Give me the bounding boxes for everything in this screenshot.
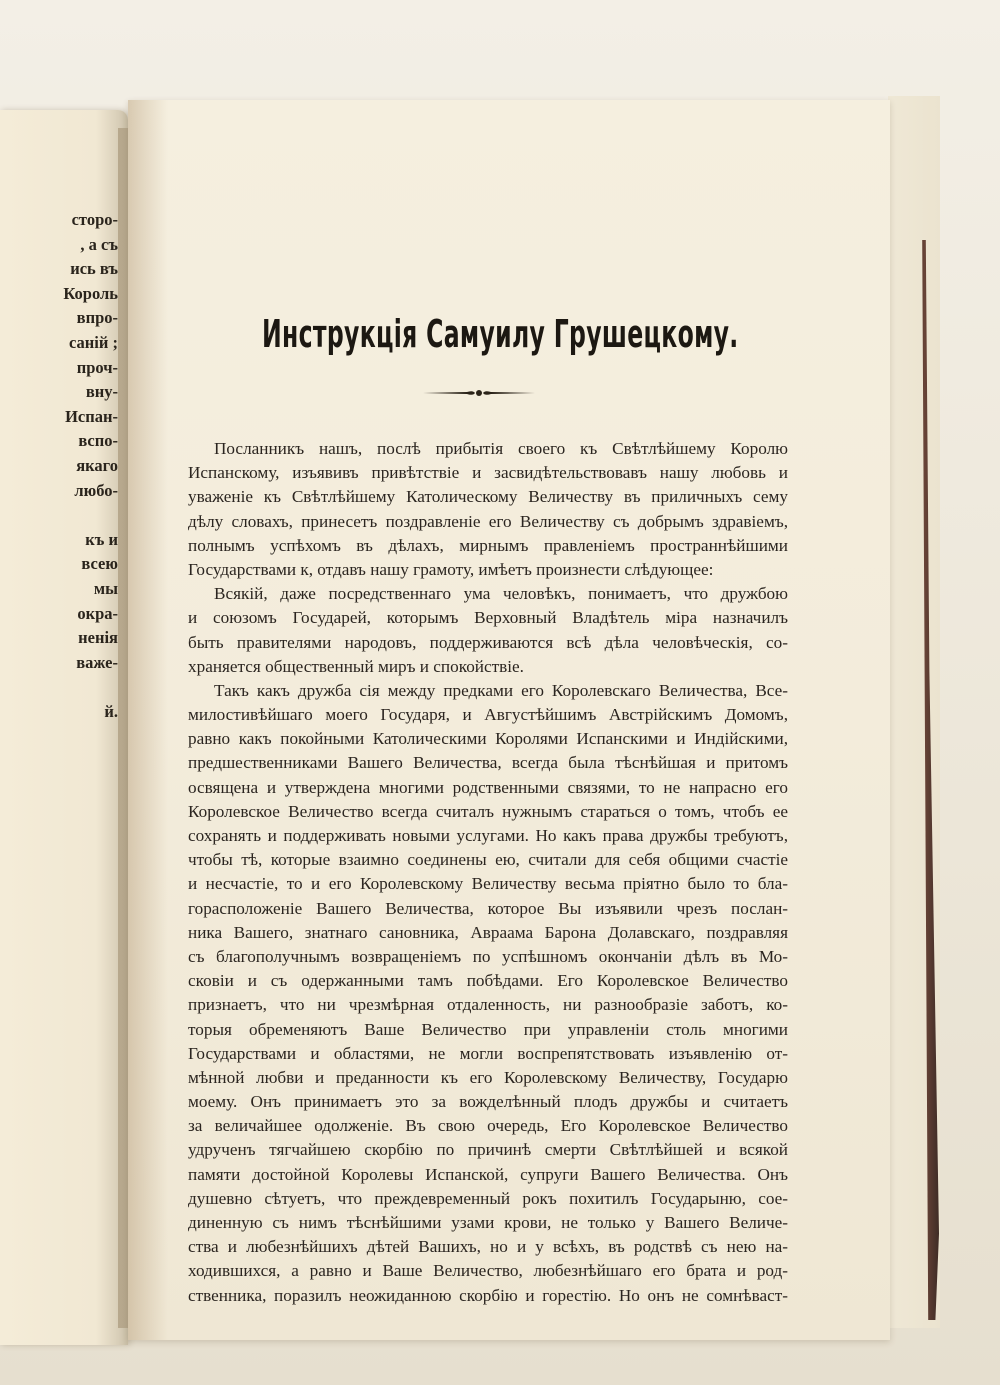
left-page-line: сторо- [71,210,118,229]
text-line: ника Вашего, знатнаго сановника, Авраама Барона Долавскаго, поздравляя [188,922,788,942]
left-page-line: вспо- [78,431,118,451]
left-page-line: саній ; [69,332,118,352]
text-line: быть правителями народовъ, поддерживаются всѣ дѣла человѣческія, со- [188,632,788,652]
left-page-line: къ и [85,529,118,549]
text-line: горасположеніе Вашего Величества, которое Вы изъявили чрезъ послан- [188,898,788,918]
body-text [188,437,788,1308]
left-page-line: важе- [76,652,118,672]
left-page-line: ненія [78,628,118,648]
left-page-line: якаго [76,455,118,475]
text-line: полнымъ успѣхомъ въ дѣлахъ, мирнымъ правленіемъ пространнѣйшими [188,535,788,555]
text-line: диненную съ нимъ тѣснѣйшими узами крови, не только у Вашего Величе- [188,1213,788,1232]
text-line: Такъ какъ дружба сія между предками его Королевскаго Величества, Все- [214,680,788,700]
left-page-line [0,675,118,700]
text-line: Всякій, даже посредственнаго ума человѣкъ, понимаетъ, что дружбою [214,584,788,604]
ornament-divider-icon [423,388,535,398]
text-line: милостивѣйшаго моего Государя, и Августѣйшимъ Австрійскимъ Домомъ, [188,705,788,725]
text-line: Государствами к, отдавъ нашу грамоту, имѣетъ произнести слѣдующее: [188,559,714,579]
text-line: за величайшее одолженіе. Въ свою очередь, Его Королевское Величество [188,1116,788,1136]
text-line: предшественниками Вашего Величества, всегда была тѣснѣйшая и притомъ [188,753,788,773]
left-page-line: Испан- [65,406,118,426]
text-line: съ благополучнымъ возвращеніемъ по успѣшномъ окончаніи дѣлъ въ Мо- [188,946,788,966]
text-line: равно какъ покойными Католическими Королями Испанскими и Индійскими, [188,729,788,749]
text-line: дѣлу словахъ, принесетъ поздравленіе его Величеству съ добрымъ здравіемъ, [188,511,788,531]
text-line: ходившихся, а равно и Ваше Величество, любезнѣйшаго его брата и род- [188,1261,788,1281]
left-page-line [0,503,118,528]
left-page-line: вну- [85,382,118,402]
text-line: ственника, поразилъ неожиданною скорбію и горестію. Но онъ не сомнѣваст- [188,1285,788,1305]
text-line: ства и любезнѣйшихъ дѣтей Вашихъ, но и у всѣхъ, въ родствѣ съ нею на- [188,1237,788,1257]
text-line: мѣнной любви и преданности къ его Королевскому Величеству, Государю [188,1067,788,1087]
text-line: удрученъ тягчайшею скорбію по причинѣ смерти Свѣтлѣйшей и всякой [188,1140,788,1160]
left-page-line: проч- [76,357,118,377]
text-line: и несчастіе, то и его Королевскому Величеству весьма пріятно было то бла- [188,874,788,894]
page-title: Инструкція Самуилу Грушецкому. [262,312,739,356]
text-line: сковіи и съ одержанными тамъ побѣдами. Его Королевское Величество [188,971,788,991]
text-line: душевно сѣтуетъ, что преждевременный рокъ похитилъ Государыню, сое- [188,1188,788,1208]
text-line: Испанскому, изъявивъ привѣтствіе и засвидѣтельствовавъ нашу любовь и [188,463,788,483]
text-line: и союзомъ Государей, которымъ Верховный Владѣтель міра назначилъ [188,608,788,628]
text-line: памяти достойной Королевы Испанской, супруги Вашего Величества. Онъ [188,1164,788,1184]
page-stain [128,100,168,1340]
left-page-line: мы [93,578,118,598]
text-line: торыя обременяютъ Ваше Величество при управленіи столь многими [188,1019,788,1039]
text-line: моему. Онъ принимаетъ это за вожделѣнный плодъ дружбы и считаетъ [188,1092,788,1112]
left-page-line: любо- [74,480,118,500]
left-page-line: , а съ [80,234,118,254]
left-page-line: окра- [77,603,118,623]
text-line: признаетъ, что ни чрезмѣрная отдаленность, ни разнообразіе заботъ, ко- [188,995,788,1015]
text-line: сохранять и поддерживать новыми услугами. Но какъ права дружбы требуютъ, [188,826,788,845]
left-page-line: ись въ [70,259,118,279]
left-page-line: всею [81,554,118,574]
text-line: Королевское Величество всегда считалъ нужнымъ стараться о томъ, чтобъ ее [188,801,788,821]
text-line: Государствами и областями, не могли воспрепятствовать изъявленію от- [188,1043,788,1063]
left-page-line: впро- [76,308,118,328]
left-page-text [0,208,118,724]
text-line: Посланникъ нашъ, послѣ прибытія своего къ Свѣтлѣйшему Королю [214,439,788,458]
text-line: храняется общественный миръ и спокойствіе. [188,656,524,676]
left-page-line: й. [104,701,118,721]
text-line: чтобы тѣ, которые взаимно соединены ею, считали для себя общими счастіе [188,850,788,870]
text-line: освящена и утверждена многими родственными связями, то не напрасно его [188,777,788,797]
left-page-line: Король [63,283,118,303]
text-line: уваженіе къ Свѣтлѣйшему Католическому Величеству въ приличныхъ сему [188,487,788,507]
